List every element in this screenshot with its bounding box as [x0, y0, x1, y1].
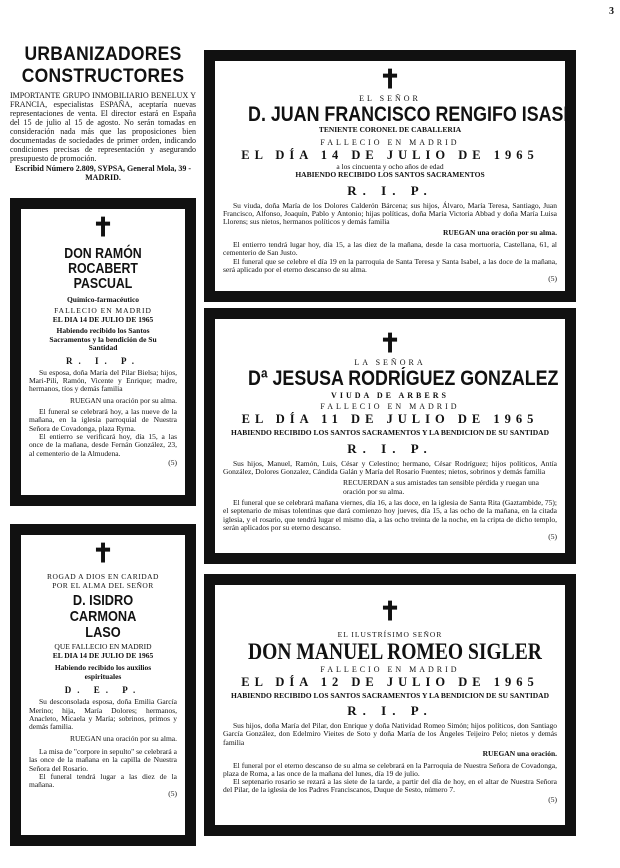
request: RUEGAN una oración por su alma.: [69, 734, 177, 744]
rip: R. I. P.: [347, 182, 433, 198]
rip: R. I. P.: [347, 703, 433, 719]
burial-info: El entierro tendrá lugar hoy, día 15, a las diez de la mañana, desde la casa mortuoria, Castellana, 61, al cementerio de San Justo.: [223, 239, 557, 258]
honorific: EL ILUSTRÍSIMO SEÑOR: [337, 630, 443, 639]
died-in: FALLECIO EN MADRID: [320, 664, 460, 674]
deceased-name: D. ISIDRO CARMONA: [69, 592, 137, 625]
family: Su desconsolada esposa, doña Emilia García Merino; hija, María Dolores; hermanos, Anacleto, Micaela y María; sobrinos, primos y demás familia.: [29, 697, 177, 732]
death-date: EL DIA 14 DE JULIO DE 1965: [52, 650, 154, 660]
rip: R. I. P.: [347, 440, 433, 456]
deceased-name: DON RAMÓN ROCABERT: [64, 246, 142, 278]
sacraments: Habiendo recibido los auxilios espirituales: [54, 663, 152, 681]
death-date: EL DÍA 12 DE JULIO DE 1965: [241, 674, 539, 689]
funeral-info: El funeral que se celebrará mañana viernes, día 16, a las doce, en la iglesia de Santa Rita (Gaztambide, 75); el septenario de misas tolentinas que dará comienzo hoy jueves, día 15, a las ocho de la mañana, en la citada iglesia, y el rosario, que tendrá lugar el mismo día, a las ocho treinta de la noche, en la cripta de dicho templo, serán aplicados por su eterno descanso.: [223, 498, 557, 533]
ad-title: CONSTRUCTORES: [21, 66, 185, 87]
burial-info: El entierro se verificará hoy, día 15, a las once de la mañana, desde Fernán González, 23, al cementerio de la Almudena.: [29, 431, 177, 458]
death-date: EL DÍA 11 DE JULIO DE 1965: [241, 412, 539, 427]
classified-ad: [10, 44, 196, 182]
deceased-name: D. JUAN FRANCISCO RENGIFO ISASI: [248, 103, 569, 126]
funeral-info: El funeral tendrá lugar a las diez de la mañana.: [29, 771, 177, 790]
funeral-info: El funeral se celebrará hoy, a las nueve de la mañana, en la iglesia parroquial de Nuestra Señora de Covadonga, plaza Ryma.: [29, 407, 177, 433]
honorific: LA SEÑORA: [354, 358, 426, 367]
request: RUEGAN una oración.: [482, 749, 557, 759]
cross-icon: ✝: [92, 213, 114, 242]
request: RUEGAN una oración por su alma.: [69, 395, 177, 405]
funeral-info: El funeral que se celebre el día 19 en la parroquia de Santa Teresa y Santa Isabel, a las doce de la mañana, será aplicado por el eterno descanso de su alma.: [223, 256, 557, 274]
sacraments: HABIENDO RECIBIDO LOS SANTOS SACRAMENTOS Y LA BENDICION DE SU SANTIDAD: [231, 690, 549, 700]
deceased-name: LASO: [85, 623, 121, 641]
died-in: FALLECIO EN MADRID: [54, 306, 152, 316]
funeral-info: El funeral por el eterno descanso de su alma se celebrará en la Parroquia de Nuestra Señora de Covadonga, plaza de Roma, a las once de la mañana del lunes, día 19 de julio.: [223, 760, 557, 778]
rip: R. I. P.: [66, 355, 140, 366]
deceased-name: PASCUAL: [73, 276, 133, 293]
family: Sus hijos, doña María del Pilar, don Enrique y doña Natividad Romeo Simón; hijos políticos, don Santiago García González, don Edelmiro Vieites de Soto y doña María de los Ángeles Teijeiro Pelo; nietos y demás familia: [223, 721, 557, 747]
obituary-rodriguez: [204, 308, 576, 564]
death-date: EL DÍA 14 DE JULIO DE 1965: [241, 147, 539, 162]
request: RUEGAN una oración por su alma.: [442, 228, 557, 238]
died-in: FALLECIO EN MADRID: [320, 402, 460, 412]
profession: Químico-farmacéutico: [66, 294, 140, 304]
obituary-rengifo: [204, 50, 576, 302]
family: Su esposa, doña María del Pilar Bielsa; hijos, Mari-Pili, Ramón, Vicente y Enrique; madre, hermanos, tíos y demás familia: [29, 367, 177, 394]
sacraments: Habiendo recibido los Santos Sacramentos y la bendición de Su Santidad: [49, 326, 157, 353]
age: a los cincuenta y ocho años de edad: [336, 161, 444, 171]
obituary-carmona: [10, 524, 196, 846]
rank: TENIENTE CORONEL DE CABALLERIA: [318, 125, 462, 135]
rosary-info: El septenario rosario se rezará a las siete de la tarde, a partir del día de hoy, en el altar de Nuestra Señora del Pilar, de la iglesia de los Padres Franciscanos, Duque de Sesto, número 7.: [223, 777, 557, 795]
request: RECUERDAN a sus amistades tan sensible pérdida y ruegan una oración por su alma.: [343, 478, 539, 496]
reference-number: (5): [548, 532, 557, 542]
deceased-name: DON MANUEL ROMEO SIGLER: [248, 638, 542, 664]
cross-icon: ✝: [92, 539, 114, 568]
obituary-rocabert: [10, 198, 196, 506]
page-number: 3: [609, 6, 614, 17]
cross-icon: ✝: [379, 597, 401, 626]
reference-number: (5): [168, 789, 177, 799]
family: Su viuda, doña María de los Dolores Calderón Bárcena; sus hijos, Álvaro, María Teresa, Santiago, Juan Francisco, Alfonso, Joaquín, Pablo y Antonio; hijas políticas, doña María Victoria Abbad y doña María Luisa Llorens; sus nietos, hermanos políticos y demás familia: [223, 200, 557, 227]
cross-icon: ✝: [379, 65, 401, 94]
death-date: EL DIA 14 DE JULIO DE 1965: [52, 314, 154, 324]
deceased-name: Dª JESUSA RODRÍGUEZ GONZALEZ: [248, 367, 559, 390]
died-in: QUE FALLECIO EN MADRID: [54, 642, 152, 652]
family: Sus hijos, Manuel, Ramón, Luis, César y Celestino; hermano, César Rodríguez; hijos políticos, Antía González, Dolores Gonzalez, Cándida Galán y María del Rosario Fuentes; nietos, sobrinos y demás familia: [223, 458, 557, 476]
reference-number: (5): [548, 274, 557, 284]
prayer-line: POR EL ALMA DEL SEÑOR: [52, 580, 154, 590]
reference-number: (5): [168, 457, 177, 467]
ad-title: URBANIZADORES: [24, 44, 182, 65]
died-in: FALLECIO EN MADRID: [320, 137, 460, 147]
prayer-line: ROGAD A DIOS EN CARIDAD: [47, 572, 159, 581]
mass-info: La misa de "corpore in sepulto" se celebrará a las once de la mañana en la capilla de Nuestra Señora del Rosario.: [29, 746, 177, 773]
honorific: EL SEÑOR: [359, 94, 421, 103]
sacraments: HABIENDO RECIBIDO LOS SANTOS SACRAMENTOS: [295, 170, 485, 180]
reference-number: (5): [548, 794, 557, 804]
rip: D. E. P.: [64, 685, 142, 696]
ad-address: Escribid Número 2.809, SYPSA, General Mola, 39 - MADRID.: [14, 164, 192, 182]
cross-icon: ✝: [379, 329, 401, 358]
ad-body: IMPORTANTE GRUPO INMOBILIARIO BENELUX Y FRANCIA, especialistas ESPAÑA, aceptaría nuevas representaciones de venta. El director estará en España del 15 de julio al 15 de agosto. No serán tomadas en consideración nada más que las proposiciones bien documentadas de sociedades de primer orden, indicando condiciones precisas de representación y asegurando presupuesto de promoción.: [10, 91, 196, 163]
sacraments: HABIENDO RECIBIDO LOS SANTOS SACRAMENTOS Y LA BENDICION DE SU SANTIDAD: [231, 428, 549, 438]
widow-of: VIUDA DE ARBERS: [331, 391, 449, 401]
obituary-romeo: [204, 574, 576, 836]
